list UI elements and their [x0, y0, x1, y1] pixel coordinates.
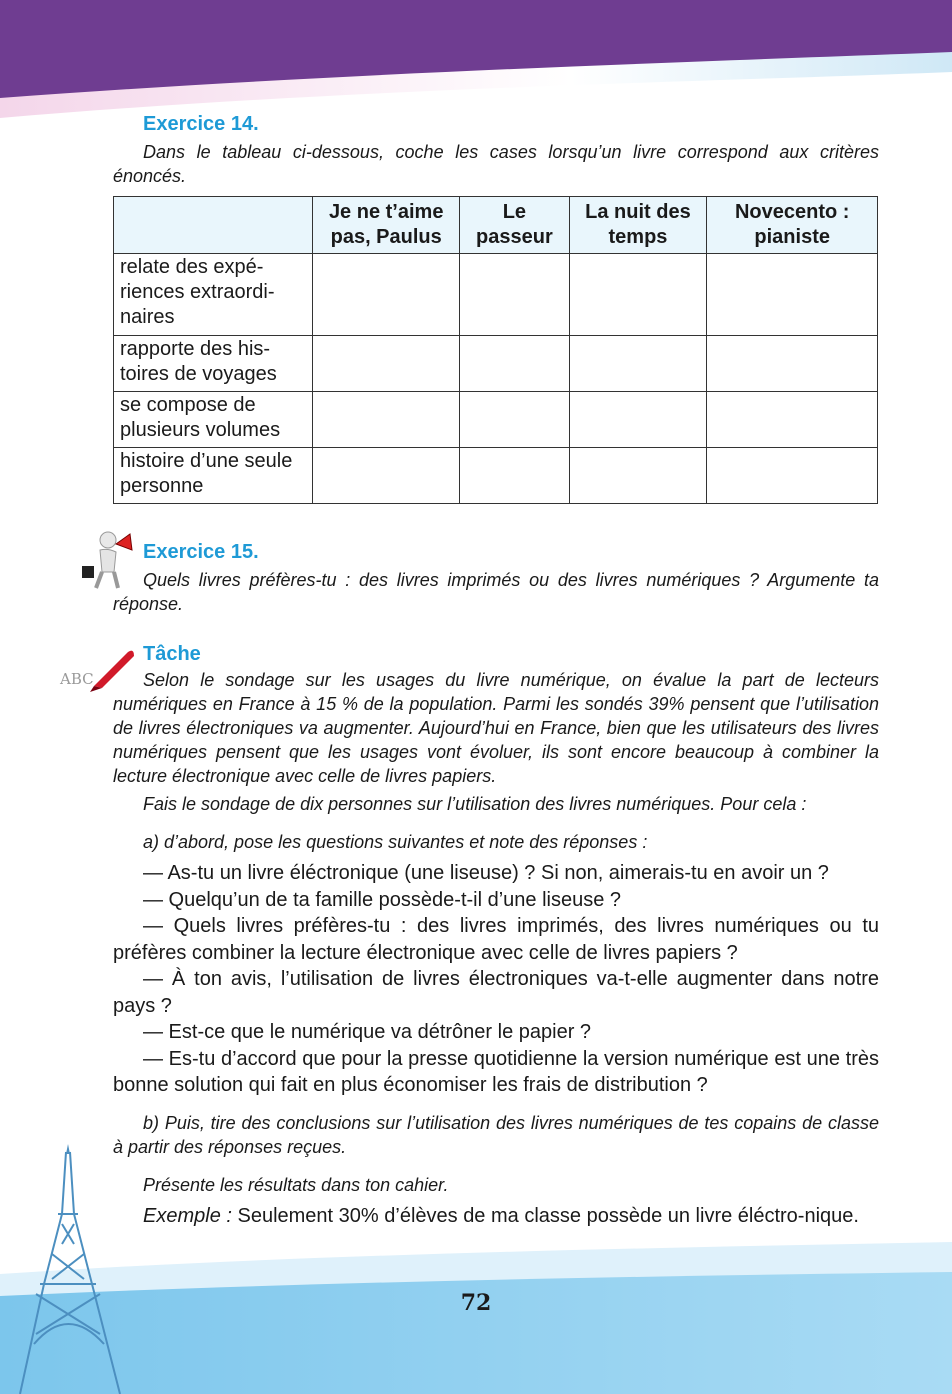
checkbox-cell[interactable] [460, 392, 569, 448]
list-item: — À ton avis, l’utilisation de livres électroniques va-t-elle augmenter dans notre pays ? [113, 968, 879, 1017]
list-item: — Es-tu d’accord que pour la presse quotidienne la version numérique est une très bonne solution qui fait en plus économiser les frais de distribution ? [113, 1047, 879, 1096]
checkbox-cell[interactable] [569, 448, 707, 504]
page-number: 72 [460, 1290, 492, 1316]
table-corner-cell [114, 197, 313, 254]
exercise-14-instruction: Dans le tableau ci-dessous, coche les cases lorsqu’un livre correspond aux critères énoncés. [113, 142, 879, 186]
tache-step-b: b) Puis, tire des conclusions sur l’utilisation des livres numériques de tes copains de classe à partir des réponses reçues. [113, 1112, 879, 1157]
checkbox-cell[interactable] [569, 336, 707, 392]
tache-step-a: a) d’abord, pose les questions suivantes et note des réponses : [143, 832, 648, 852]
list-item: — As-tu un livre éléctronique (une liseuse) ? Si non, aimerais-tu en avoir un ? [143, 862, 829, 884]
checkbox-cell[interactable] [707, 448, 878, 504]
column-header: La nuit des temps [569, 197, 707, 254]
row-header: relate des expé-riences extraordi-naires [114, 254, 313, 336]
tache-task: Fais le sondage de dix personnes sur l’utilisation des livres numériques. Pour cela : [143, 794, 807, 814]
exercise-15-title: Exercice 15. [143, 541, 259, 563]
column-header: Novecento : pianiste [707, 197, 878, 254]
column-header: Le passeur [460, 197, 569, 254]
example-paragraph [113, 1203, 879, 1230]
table-row [114, 392, 878, 448]
exercise-14-title: Exercice 14. [143, 113, 259, 135]
checkbox-cell[interactable] [313, 448, 460, 504]
checkbox-cell[interactable] [460, 254, 569, 336]
abc-letters: ABC [60, 670, 94, 688]
row-header: se compose de plusieurs volumes [114, 392, 313, 448]
example-text: Seulement 30% d’élèves de ma classe possède un livre éléctro-nique. [231, 1204, 859, 1227]
checkbox-cell[interactable] [460, 448, 569, 504]
checkbox-cell[interactable] [313, 254, 460, 336]
table-row [114, 448, 878, 504]
checkbox-cell[interactable] [707, 392, 878, 448]
exercise-15-instruction: Quels livres préfères-tu : des livres imprimés ou des livres numériques ? Argumente ta réponse. [113, 570, 879, 614]
checkbox-cell[interactable] [707, 336, 878, 392]
tache-present: Présente les résultats dans ton cahier. [143, 1174, 449, 1195]
tache-title: Tâche [143, 643, 201, 665]
row-header: rapporte des his-toires de voyages [114, 336, 313, 392]
row-header: histoire d’une seule personne [114, 448, 313, 504]
criteria-table [113, 196, 878, 504]
checkbox-cell[interactable] [707, 254, 878, 336]
list-item: — Quelqu’un de ta famille possède-t-il d’une liseuse ? [143, 888, 622, 911]
table-row [114, 336, 878, 392]
example-label: Exemple : [143, 1204, 232, 1227]
column-header: Je ne t’aime pas, Paulus [313, 197, 460, 254]
list-item: — Est-ce que le numérique va détrôner le papier ? [143, 1021, 592, 1043]
top-decor-band [0, 0, 952, 120]
checkbox-cell[interactable] [313, 336, 460, 392]
checkbox-cell[interactable] [460, 336, 569, 392]
page-content [113, 112, 879, 1229]
checkbox-cell[interactable] [569, 392, 707, 448]
checkbox-cell[interactable] [313, 392, 460, 448]
tache-intro: Selon le sondage sur les usages du livre numérique, on évalue la part de lecteurs numériques en France à 15 % de la population. Parmi les sondés 39% pensent que l’utilisation de livres électroniques va augmenter. Aujourd’hui en France, bien que les utilisateurs des livres numériques pensent que les usages vont évoluer, ils sont encore beaucoup à combiner la lecture électronique avec celle de livres papiers. [113, 670, 879, 786]
question-list [113, 860, 879, 1099]
table-row [114, 254, 878, 336]
list-item: — Quels livres préfères-tu : des livres imprimés, des livres numériques ou tu préfères combiner la lecture électronique avec celle de livres papiers ? [113, 915, 879, 964]
table-header-row [114, 197, 878, 254]
checkbox-cell[interactable] [569, 254, 707, 336]
